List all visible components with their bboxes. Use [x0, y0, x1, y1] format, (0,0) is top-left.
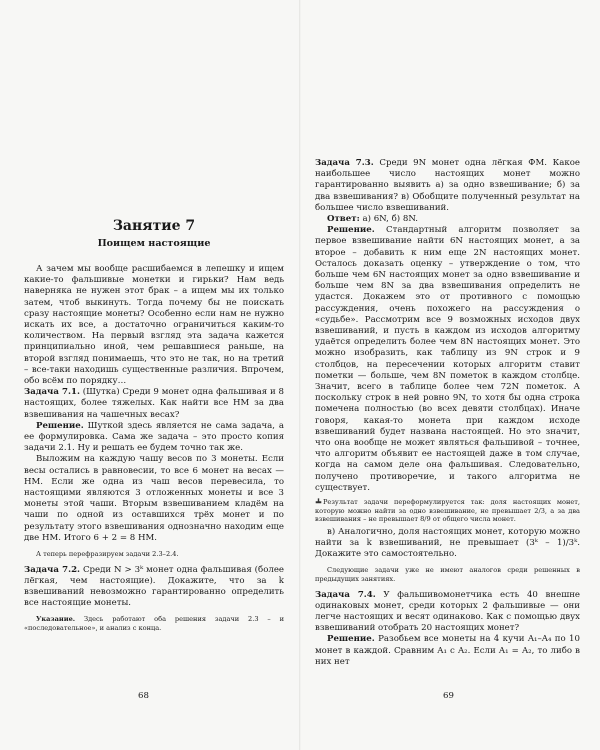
problem-7-4-label: Задача 7.4.: [315, 589, 376, 600]
problem-7-4-text: У фальшивомонетчика есть 40 внешне одинаковых монет, среди которых 2 фальшивые — они легче настоящих и весят одинаково. Как с помощью двух взвешиваний отобрать 20 настоящих монет?: [315, 589, 581, 634]
solution-7-1-label: Решение.: [36, 420, 84, 431]
solution-7-1-text: Шуткой здесь является не сама задача, а ее формулировка. Сама же задача – это просто копия задачи 2.1. Ну и решать ее будем точно так же.: [24, 420, 284, 454]
problem-7-1-text: (Шутка) Среди 9 монет одна фальшивая и 8 настоящих, более тяжелых. Как найти все НМ за два взвешивания на чашечных весах?: [24, 387, 284, 420]
solution-7-1: [24, 421, 284, 455]
note-reformulation-text: Результат задачи переформулируется так: доля настоящих монет, которую можно найти за одно взвешивание, не превышает 2/3, а за два взвешивания – не превышает 8/9 от общего числа монет.: [315, 498, 580, 524]
solution-7-3-part-c: в) Аналогично, доля настоящих монет, которую можно найти за k взвешиваний, не превышает (3ᵏ – 1)/3ᵏ. Докажите это самостоятельно.: [315, 526, 580, 560]
solution-7-4: [315, 634, 580, 668]
problem-7-4: [315, 590, 580, 635]
problem-7-2-label: Задача 7.2.: [24, 564, 81, 575]
hand-icon: [315, 497, 323, 507]
page-number-right: 69: [443, 690, 454, 701]
problem-7-2: [24, 565, 284, 610]
hint-7-2: [24, 615, 284, 632]
solution-7-3-text: Стандартный алгоритм позволяет за первое взвешивание найти 6N настоящих монет, а за второе – добавить к ним еще 2N настоящих монет. Осталось доказать оценку – утверждение о том, что больше чем 6N настоящих монет за одно взвешивание и больше чем 8N за два взвешивания определить не удастся. Докажем это от противного с помощью рассуждения, очень похожего на рассуждения о «судьбе». Рассмотрим все 9 возможных исходов двух взвешиваний, и пусть в каждом из исходов алгоритму удаётся определить более чем 8N настоящих монет. Это можно изобразить, как таблицу из 9N строк и 9 столбцов, на пересечении которых алгоритм ставит пометки — больше, чем 8N пометок в каждом столбце. Значит, всего в таблице более чем 72N пометок. А поскольку строк в ней ровно 9N, то хотя бы одна строка помечена полностью (во всех девяти столбцах). Иначе говоря, какая-то монета при каждом исходе взвешиваний будет названа настоящей. Но это значит, что она вообще не может являться фальшивой – точнее, что алгоритм объявит ее настоящей даже в том случае, когда на самом деле она фальшивая. Следовательно, получено противоречие, и такого алгоритма не существует.: [315, 225, 580, 493]
hint-text: Здесь работают оба решения задачи 2.3 – и «последовательное», и анализ с конца.: [24, 615, 284, 633]
problem-7-2-text: Среди N > 3ᵏ монет одна фальшивая (более лёгкая, чем настоящие). Докажите, что за k взвешиваний невозможно гарантированно определить все настоящие монеты.: [24, 564, 284, 609]
hint-label: Указание.: [36, 615, 76, 624]
problem-7-3-label: Задача 7.3.: [315, 158, 374, 168]
chapter-subtitle: Поищем настоящие: [97, 238, 211, 249]
answer-7-3: [315, 214, 580, 225]
solution-7-3-label: Решение.: [327, 225, 375, 236]
problem-7-1: [24, 387, 284, 421]
intro-paragraph: А зачем мы вообще расшибаемся в лепешку и ищем какие-то фальшивые монетки и гирьки? Нам ведь наверняка не нужен этот брак – а ищем мы их только затем, чтоб выкинуть. Тогда почему бы не поискать сразу настоящие монеты? Особенно если нам не нужно искать их все, а достаточно ограничиться каким-то количеством. На первый взгляд эта задача кажется принципиально иной, чем решавшиеся раньше, на второй взгляд понимаешь, что это не так, но на третий – все-таки находишь существенные различия. Впрочем, обо всём по порядку…: [24, 264, 284, 387]
solution-7-1-continued: Выложим на каждую чашу весов по 3 монеты. Если весы остались в равновесии, то все 6 монет на весах — НМ. Если же одна из чаш весов перевесила, то настоящими являются 3 отложенных монеты и все 3 монеты этой чаши. Вторым взвешиванием кладём на чаши по одной из оставшихся трёх монет и по результату этого взвешивания однозначно находим еще две НМ. Итого 6 + 2 = 8 НМ.: [24, 454, 284, 543]
answer-label: Ответ:: [327, 214, 360, 225]
problem-7-3: [315, 158, 580, 214]
problem-7-3-text: Среди 9N монет одна лёгкая ФМ. Какое наибольшее число настоящих монет можно гарантированно выявить а) за одно взвешивание; б) за два взвешивания? в) Обобщите полученный результат на большее число взвешиваний.: [315, 158, 580, 213]
solution-7-4-text: Разобьем все монеты на 4 кучи A₁–A₄ по 10 монет в каждой. Сравним A₁ с A₂. Если A₁ = A₂, то либо в них нет: [315, 634, 580, 667]
page-number-left: 68: [138, 690, 149, 701]
note-new-problems: Следующие задачи уже не имеют аналогов среди решенных в предыдущих занятиях.: [315, 566, 580, 584]
solution-7-3: [315, 225, 580, 494]
answer-text: а) 6N, б) 8N.: [359, 214, 419, 225]
chapter-title: Занятие 7: [112, 218, 196, 234]
note-reformulation: [315, 497, 580, 524]
right-page: [300, 0, 600, 750]
problem-7-1-label: Задача 7.1.: [24, 387, 80, 398]
note-rephrase: А теперь перефразируем задачи 2.3–2.4.: [36, 550, 179, 559]
solution-7-4-label: Решение.: [327, 634, 375, 645]
